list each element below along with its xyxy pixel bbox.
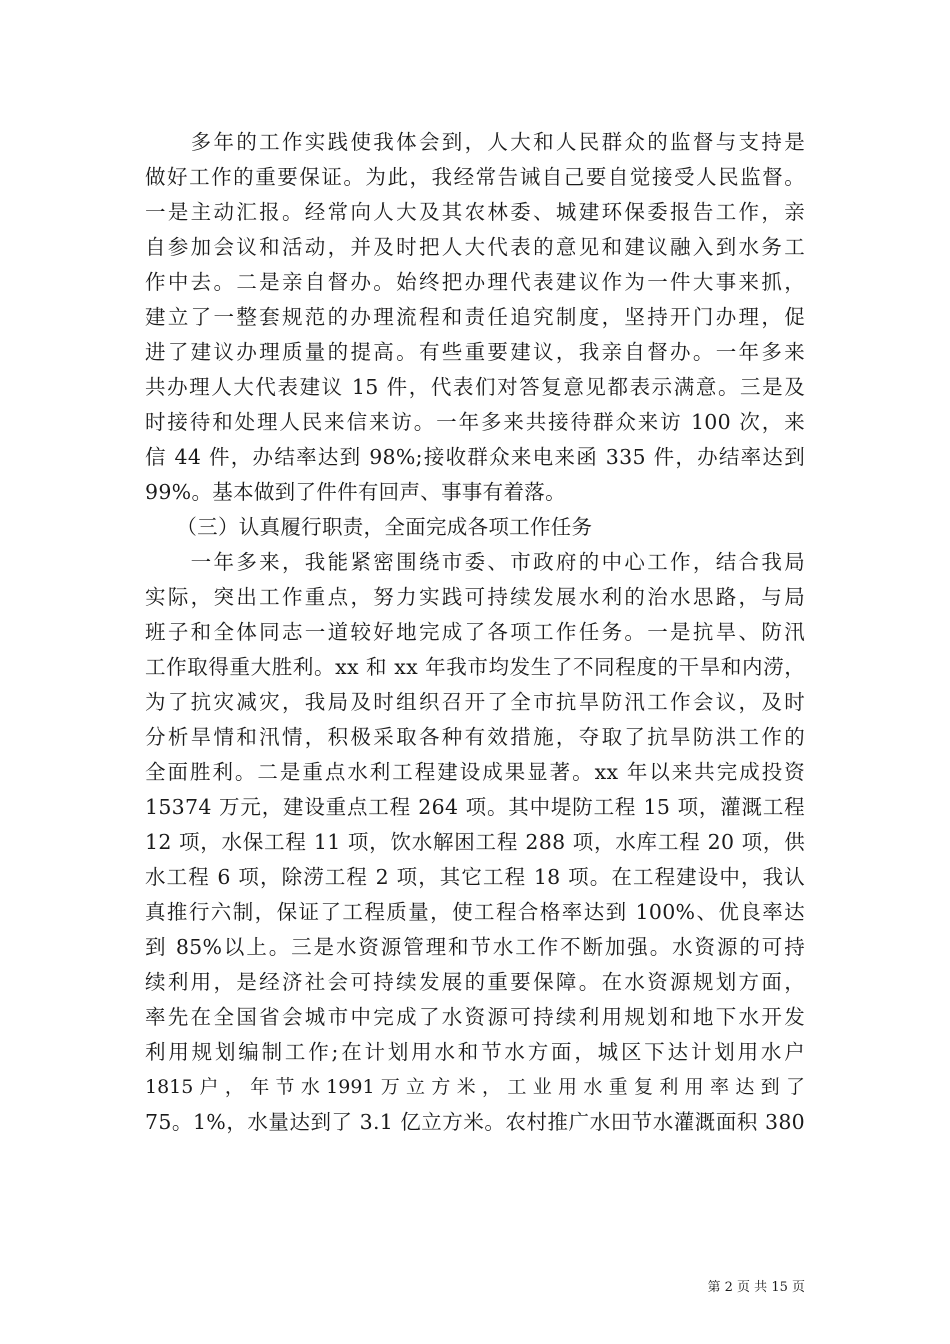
paragraph-line: 全面胜利。二是重点水利工程建设成果显著。xx 年以来共完成投资 xyxy=(145,760,805,784)
paragraph-line: 15374 万元，建设重点工程 264 项。其中堤防工程 15 项，灌溉工程 xyxy=(145,795,805,819)
paragraph-line: 12 项，水保工程 11 项，饮水解困工程 288 项，水库工程 20 项，供 xyxy=(145,830,805,854)
paragraph-line: 75。1%，水量达到了 3.1 亿立方米。农村推广水田节水灌溉面积 380 xyxy=(145,1110,805,1134)
paragraph-line: 实际，突出工作重点，努力实践可持续发展水利的治水思路，与局 xyxy=(145,585,805,609)
paragraph-line: 作中去。二是亲自督办。始终把办理代表建议作为一件大事来抓， xyxy=(145,270,805,294)
paragraph-line: 多年的工作实践使我体会到，人大和人民群众的监督与支持是 xyxy=(145,130,805,154)
paragraph-line: 分析旱情和汛情，积极采取各种有效措施，夺取了抗旱防洪工作的 xyxy=(145,725,805,749)
paragraph-line: 工作取得重大胜利。xx 和 xx 年我市均发生了不同程度的干旱和内涝， xyxy=(145,655,805,679)
paragraph-line: 一是主动汇报。经常向人大及其农林委、城建环保委报告工作，亲 xyxy=(145,200,805,224)
paragraph-line: 续利用，是经济社会可持续发展的重要保障。在水资源规划方面， xyxy=(145,970,805,994)
paragraph-line: 班子和全体同志一道较好地完成了各项工作任务。一是抗旱、防汛 xyxy=(145,620,805,644)
paragraph-line: 时接待和处理人民来信来访。一年多来共接待群众来访 100 次，来 xyxy=(145,410,805,434)
paragraph-line: 共办理人大代表建议 15 件，代表们对答复意见都表示满意。三是及 xyxy=(145,375,805,399)
page-number-footer: 第 2 页 共 15 页 xyxy=(707,1280,805,1295)
paragraph-line: 为了抗灾减灾，我局及时组织召开了全市抗旱防汛工作会议，及时 xyxy=(145,690,805,714)
paragraph-line: 一年多来，我能紧密围绕市委、市政府的中心工作，结合我局 xyxy=(145,550,805,574)
paragraph-line: 进了建议办理质量的提高。有些重要建议，我亲自督办。一年多来 xyxy=(145,340,805,364)
paragraph-line: 做好工作的重要保证。为此，我经常告诫自己要自觉接受人民监督。 xyxy=(145,165,805,189)
section-heading: （三）认真履行职责，全面完成各项工作任务 xyxy=(145,515,593,539)
paragraph-line: 信 44 件，办结率达到 98%;接收群众来电来函 335 件，办结率达到 xyxy=(145,445,805,469)
paragraph-line: 利用规划编制工作;在计划用水和节水方面，城区下达计划用水户 xyxy=(145,1040,805,1064)
paragraph-line: 真推行六制，保证了工程质量，使工程合格率达到 100%、优良率达 xyxy=(145,900,805,924)
paragraph-line: 1815 户 ， 年 节 水 1991 万 立 方 米 ， 工 业 用 水 重 复 利 用 率 达 到 了 xyxy=(145,1076,805,1098)
paragraph-line: 到 85%以上。三是水资源管理和节水工作不断加强。水资源的可持 xyxy=(145,935,805,959)
paragraph-line: 自参加会议和活动，并及时把人大代表的意见和建议融入到水务工 xyxy=(145,235,805,259)
paragraph-line: 率先在全国省会城市中完成了水资源可持续利用规划和地下水开发 xyxy=(145,1005,805,1029)
paragraph-line: 水工程 6 项，除涝工程 2 项，其它工程 18 项。在工程建设中，我认 xyxy=(145,865,805,889)
paragraph-line: 99%。基本做到了件件有回声、事事有着落。 xyxy=(145,480,566,504)
paragraph-line: 建立了一整套规范的办理流程和责任追究制度，坚持开门办理，促 xyxy=(145,305,805,329)
